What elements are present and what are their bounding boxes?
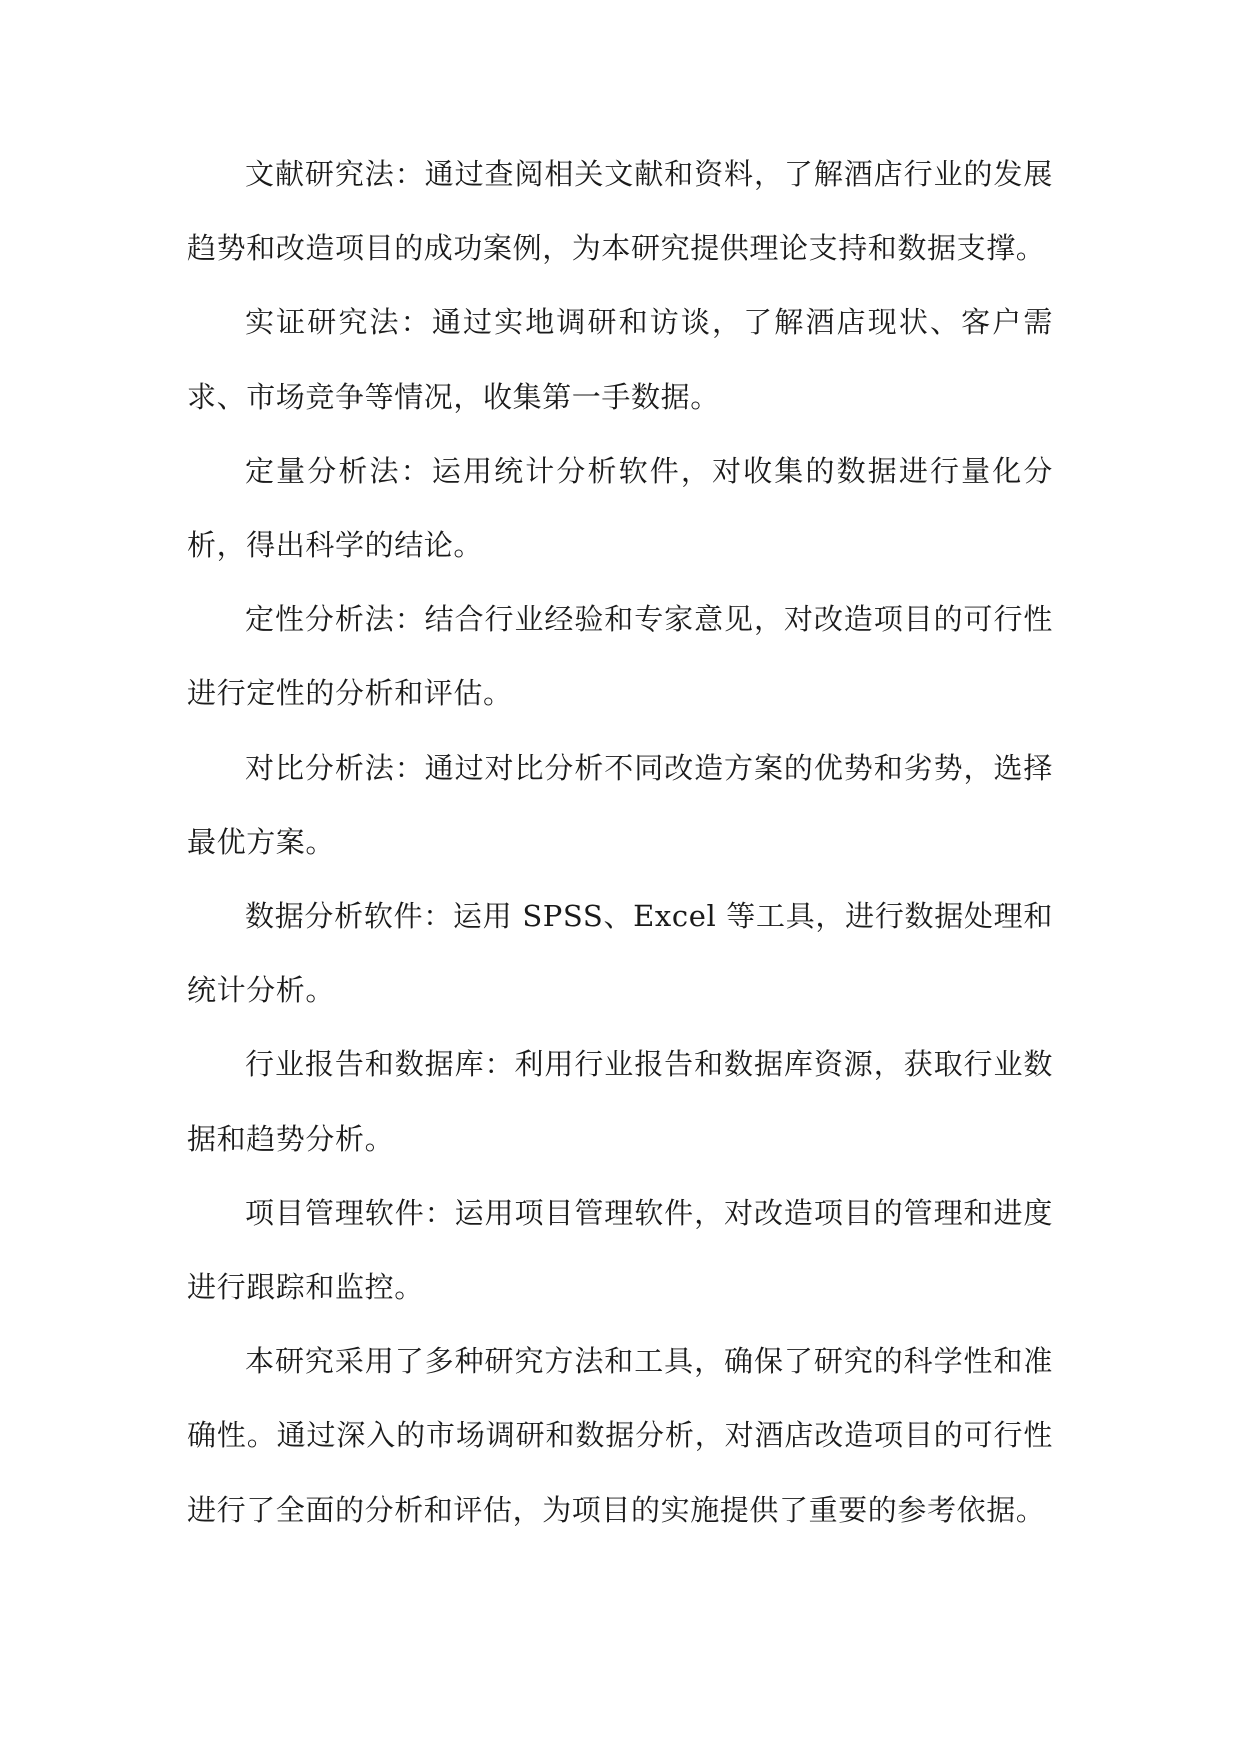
paragraph-industry-reports: 行业报告和数据库：利用行业报告和数据库资源，获取行业数据和趋势分析。 — [187, 1047, 1053, 1156]
paragraph-literature-research: 文献研究法：通过查阅相关文献和资料，了解酒店行业的发展趋势和改造项目的成功案例，为本研究提供理论支持和数据支撑。 — [187, 157, 1053, 266]
paragraph-quantitative-analysis: 定量分析法：运用统计分析软件，对收集的数据进行量化分析，得出科学的结论。 — [187, 453, 1053, 563]
paragraph-data-analysis-software: 数据分析软件：运用 SPSS、Excel 等工具，进行数据处理和统计分析。 — [187, 899, 1053, 1008]
document-body — [187, 137, 1053, 1547]
paragraph-conclusion: 本研究采用了多种研究方法和工具，确保了研究的科学性和准确性。通过深入的市场调研和数据分析，对酒店改造项目的可行性进行了全面的分析和评估，为项目的实施提供了重要的参考依据。 — [187, 1344, 1053, 1527]
paragraph-empirical-research: 实证研究法：通过实地调研和访谈，了解酒店现状、客户需求、市场竞争等情况，收集第一手数据。 — [187, 305, 1053, 414]
paragraph-comparative-analysis: 对比分析法：通过对比分析不同改造方案的优势和劣势，选择最优方案。 — [187, 750, 1053, 859]
paragraph-qualitative-analysis: 定性分析法：结合行业经验和专家意见，对改造项目的可行性进行定性的分析和评估。 — [187, 602, 1053, 711]
paragraph-project-management-software: 项目管理软件：运用项目管理软件，对改造项目的管理和进度进行跟踪和监控。 — [187, 1195, 1053, 1305]
